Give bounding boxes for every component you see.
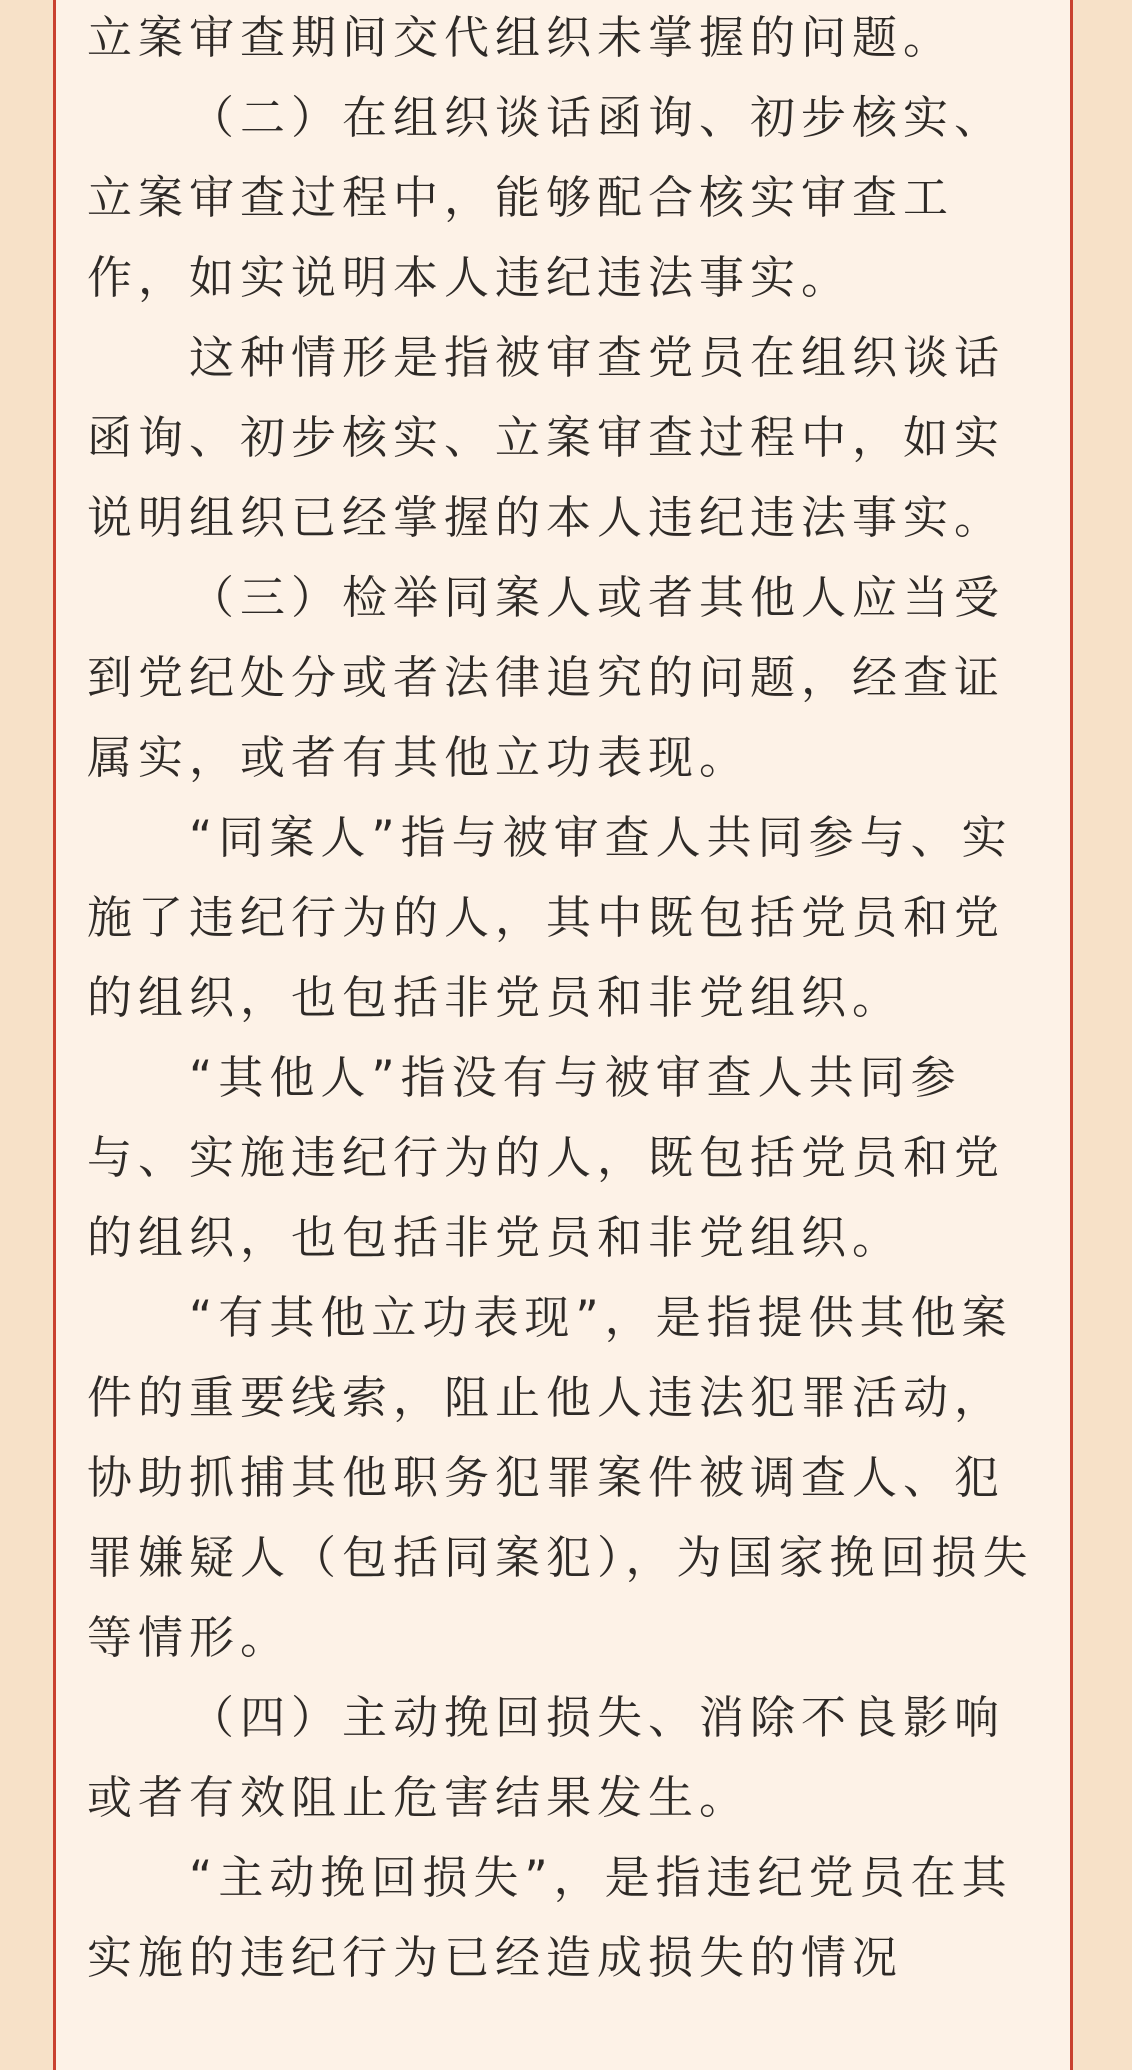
paragraph: （四）主动挽回损失、消除不良影响或者有效阻止危害结果发生。 <box>87 1691 1006 1824</box>
paragraph: （三）检举同案人或者其他人应当受到党纪处分或者法律追究的问题，经查证属实，或者有其他立功表现。 <box>87 571 1006 784</box>
paragraph: “主动挽回损失”，是指违纪党员在其实施的违纪行为已经造成损失的情况 <box>87 1851 1013 1984</box>
article-body <box>87 0 1047 1998</box>
paragraph: “同案人”指与被审查人共同参与、实施了违纪行为的人，其中既包括党员和党的组织，也包括非党员和非党组织。 <box>87 811 1013 1024</box>
paragraph: “有其他立功表现”，是指提供其他案件的重要线索，阻止他人违法犯罪活动，协助抓捕其他职务犯罪案件被调查人、犯罪嫌疑人（包括同案犯），为国家挽回损失等情形。 <box>87 1291 1034 1664</box>
paragraph: （二）在组织谈话函询、初步核实、立案审查过程中，能够配合核实审查工作，如实说明本人违纪违法事实。 <box>87 91 1006 304</box>
paragraph: 这种情形是指被审查党员在组织谈话函询、初步核实、立案审查过程中，如实说明组织已经掌握的本人违纪违法事实。 <box>87 331 1006 544</box>
paragraph: 立案审查期间交代组织未掌握的问题。 <box>87 11 955 64</box>
paragraph: “其他人”指没有与被审查人共同参与、实施违纪行为的人，既包括党员和党的组织，也包括非党员和非党组织。 <box>87 1051 1006 1264</box>
